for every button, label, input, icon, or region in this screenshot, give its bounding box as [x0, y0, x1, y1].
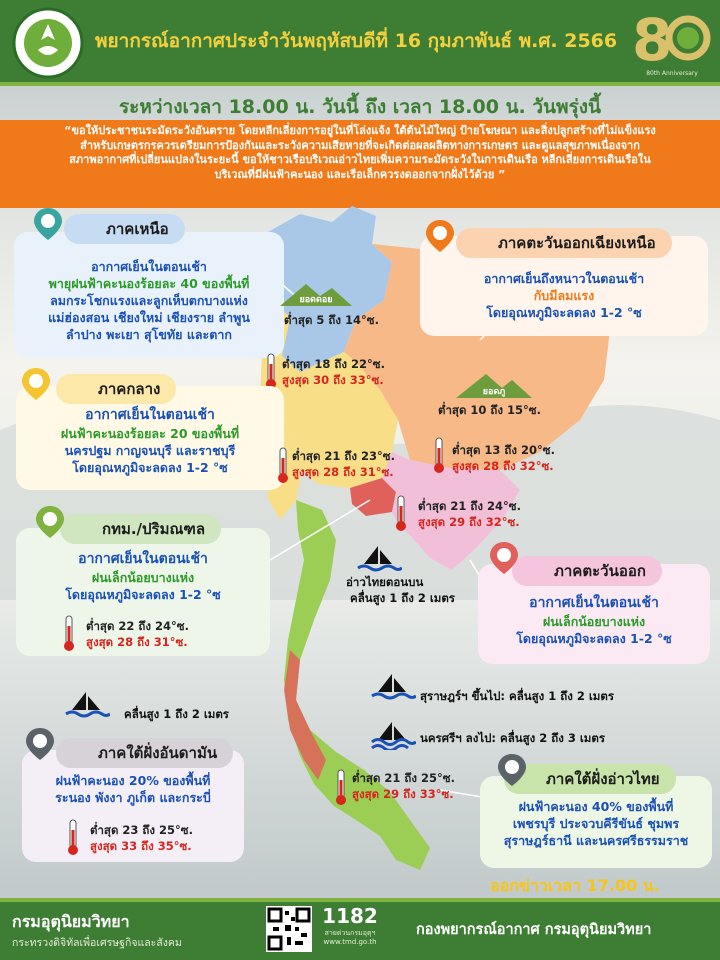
andaman-coast [284, 650, 326, 780]
north-temp-max: สูงสุด 30 ถึง 33°ซ. [282, 373, 384, 387]
bangkok-title: กทม./ปริมณฑล [60, 514, 221, 544]
website-link[interactable]: www.tmd.go.th [323, 938, 377, 946]
hotline-caption: สายด่วนกรมอุตุฯ [324, 929, 376, 937]
northeast-temp-max: สูงสุด 28 ถึง 32°ซ. [452, 459, 554, 473]
bangkok-line: โดยอุณหภูมิจะลดลง 1-2 °ซ [65, 587, 221, 602]
gulf-line: สุราษฎร์ธานี และนครศรีธรรมราช [503, 833, 689, 848]
north-temp-min: ต่ำสุด 18 ถึง 22°ซ. [282, 357, 385, 371]
east-temp-min: ต่ำสุด 21 ถึง 24°ซ. [418, 499, 521, 513]
upper-gulf-wave-height: คลื่นสูง 1 ถึง 2 เมตร [350, 591, 455, 605]
thermometer-icon [62, 614, 76, 652]
andaman-wave: คลื่นสูง 1 ถึง 2 เมตร [124, 707, 229, 721]
east-line: อากาศเย็นในตอนเช้า [529, 595, 659, 611]
northeast-title: ภาคตะวันออกเฉียงเหนือ [456, 228, 672, 258]
warning-line: สภาพอากาศที่เปลี่ยนแปลงในระยะนี้ ขอให้ชาวเรือบริเวณอ่าวไทยเพิ่มความระมัดระวังในการเดินเรือ หลีกเลี่ยงการเดินเรือใน [69, 153, 651, 166]
gulf-temp-min: ต่ำสุด 21 ถึง 25°ซ. [352, 771, 455, 785]
forecast-period: ระหว่างเวลา 18.00 น. วันนี้ ถึง เวลา 18.00 น. วันพรุ่งนี้ [118, 96, 602, 118]
north-peak-label: ยอดดอย [299, 295, 333, 305]
central-line: นครปฐม กาญจนบุรี และราชบุรี [64, 443, 236, 458]
sailboat-icon [370, 720, 416, 750]
andaman-title: ภาคใต้ฝั่งอันดามัน [56, 738, 233, 768]
andaman-temp-max: สูงสุด 33 ถึง 35°ซ. [90, 839, 192, 853]
warning-line: บริเวณที่มีฝนฟ้าคะนอง และเรือเล็กควรงดออกจากฝั่งไว้ด้วย ” [214, 167, 506, 181]
thermometer-icon [66, 818, 80, 856]
north-line: ลมกระโชกแรงและลูกเห็บตกบางแห่ง [50, 293, 248, 308]
sailboat-icon [370, 672, 416, 702]
northeast-line: กับมีลมแรง [533, 288, 595, 303]
thermometer-icon [334, 768, 348, 806]
north-peak-temp: ต่ำสุด 5 ถึง 14°ซ. [284, 313, 379, 327]
qr-code-icon[interactable] [266, 906, 312, 952]
location-pin-icon [22, 726, 58, 762]
surat-wave: สุราษฎร์ฯ ขึ้นไป: คลื่นสูง 1 ถึง 2 เมตร [420, 689, 614, 703]
northeast-line: โดยอุณหภูมิจะลดลง 1-2 °ซ [486, 305, 642, 320]
svg-text:8: 8 [632, 6, 673, 70]
page-title: พยากรณ์อากาศประจำวันพฤหัสบดีที่ 16 กุมภาพันธ์ พ.ศ. 2566 [95, 30, 618, 52]
andaman-line: ระนอง พังงา ภูเก็ต และกระบี่ [55, 790, 211, 805]
issued-time: ออกข่าวเวลา 17.00 น. [490, 876, 660, 895]
andaman-temp-min: ต่ำสุด 23 ถึง 25°ซ. [90, 823, 193, 837]
location-pin-icon [18, 366, 54, 402]
north-panel [14, 232, 284, 358]
bangkok-line: อากาศเย็นในตอนเช้า [78, 551, 208, 567]
warning-line: “ขอให้ประชาชนระมัดระวังอันตราย โดยหลีกเลี่ยงการอยู่ในที่โล่งแจ้ง ใต้ต้นไม้ใหญ่ ป้ายโฆษณา และสิ่งปลูกสร้างที่ไม่แข็งแรง [64, 124, 656, 137]
central-line: อากาศเย็นในตอนเช้า [85, 407, 215, 423]
location-pin-icon [422, 218, 458, 254]
sailboat-icon [64, 690, 110, 720]
east-temp-max: สูงสุด 29 ถึง 32°ซ. [418, 515, 520, 529]
central-temp-min: ต่ำสุด 21 ถึง 23°ซ. [292, 449, 395, 463]
east-line: โดยอุณหภูมิจะลดลง 1-2 °ซ [516, 631, 672, 646]
bangkok-line: ฝนเล็กน้อยบางแห่ง [91, 570, 195, 585]
location-pin-icon [30, 206, 66, 242]
north-title: ภาคเหนือ [64, 214, 185, 244]
upper-gulf-wave-title: อ่าวไทยตอนบน [346, 575, 424, 589]
north-line: พายุฝนฟ้าคะนองร้อยละ 40 ของพื้นที่ [48, 276, 250, 291]
east-line: ฝนเล็กน้อยบางแห่ง [542, 614, 646, 629]
anniversary-caption: 80th Anniversary [646, 70, 698, 77]
north-peak-badge [280, 282, 352, 306]
department-name: กรมอุตุนิยมวิทยา [12, 912, 130, 931]
location-pin-icon [494, 752, 530, 788]
northeast-temp-min: ต่ำสุด 13 ถึง 20°ซ. [452, 443, 555, 457]
east-title: ภาคตะวันออก [512, 556, 662, 586]
thermometer-icon [394, 494, 408, 532]
thermometer-icon [276, 446, 290, 484]
footer-accent-strip [0, 898, 720, 902]
thermometer-icon [432, 436, 446, 474]
footer-bar [0, 898, 720, 960]
location-pin-icon [32, 504, 68, 540]
ministry-name: กระทรวงดิจิทัลเพื่อเศรษฐกิจและสังคม [12, 937, 182, 949]
northeast-peak-label: ยอดภู [482, 387, 506, 397]
central-line: ฝนฟ้าคะนองร้อยละ 20 ของพื้นที่ [60, 426, 240, 441]
north-line: อากาศเย็นในตอนเช้า [91, 259, 207, 274]
location-pin-icon [486, 540, 522, 576]
northeast-line: อากาศเย็นถึงหนาวในตอนเช้า [483, 271, 645, 286]
central-title: ภาคกลาง [56, 374, 176, 404]
central-line: โดยอุณหภูมิจะลดลง 1-2 °ซ [72, 460, 228, 475]
warning-line: สำหรับเกษตรกรควรเตรียมการป้องกันและระวังความเสียหายที่จะเกิดต่อผลผลิตทางการเกษตร และดูแลสุขภาพเนื่องจาก [80, 138, 640, 152]
gulf-temp-max: สูงสุด 29 ถึง 33°ซ. [352, 787, 454, 801]
gulf-line: เพชรบุรี ประจวบคีรีขันธ์ ชุมพร [512, 816, 680, 831]
andaman-line: ฝนฟ้าคะนอง 20% ของพื้นที่ [55, 773, 211, 788]
bangkok-temp-min: ต่ำสุด 22 ถึง 24°ซ. [86, 619, 189, 633]
nakhon-wave: นครศรีฯ ลงไป: คลื่นสูง 2 ถึง 3 เมตร [420, 731, 606, 745]
thermometer-icon [264, 352, 278, 390]
central-temp-max: สูงสุด 28 ถึง 31°ซ. [292, 465, 394, 479]
gulf-line: ฝนฟ้าคะนอง 40% ของพื้นที่ [518, 799, 674, 814]
bangkok-temp-max: สูงสุด 28 ถึง 31°ซ. [86, 635, 188, 649]
hotline-number[interactable]: 1182 [322, 904, 378, 928]
northeast-peak-badge [456, 372, 532, 398]
north-line: ลำปาง พะเยา สุโขทัย และตาก [66, 327, 232, 342]
north-line: แม่ฮ่องสอน เชียงใหม่ เชียงราย ลำพูน [48, 310, 250, 325]
division-name: กองพยากรณ์อากาศ กรมอุตุนิยมวิทยา [416, 922, 652, 938]
sailboat-icon [356, 544, 402, 574]
gulf-title: ภาคใต้ฝั่งอ่าวไทย [504, 764, 676, 794]
northeast-peak-temp: ต่ำสุด 10 ถึง 15°ซ. [438, 403, 541, 417]
